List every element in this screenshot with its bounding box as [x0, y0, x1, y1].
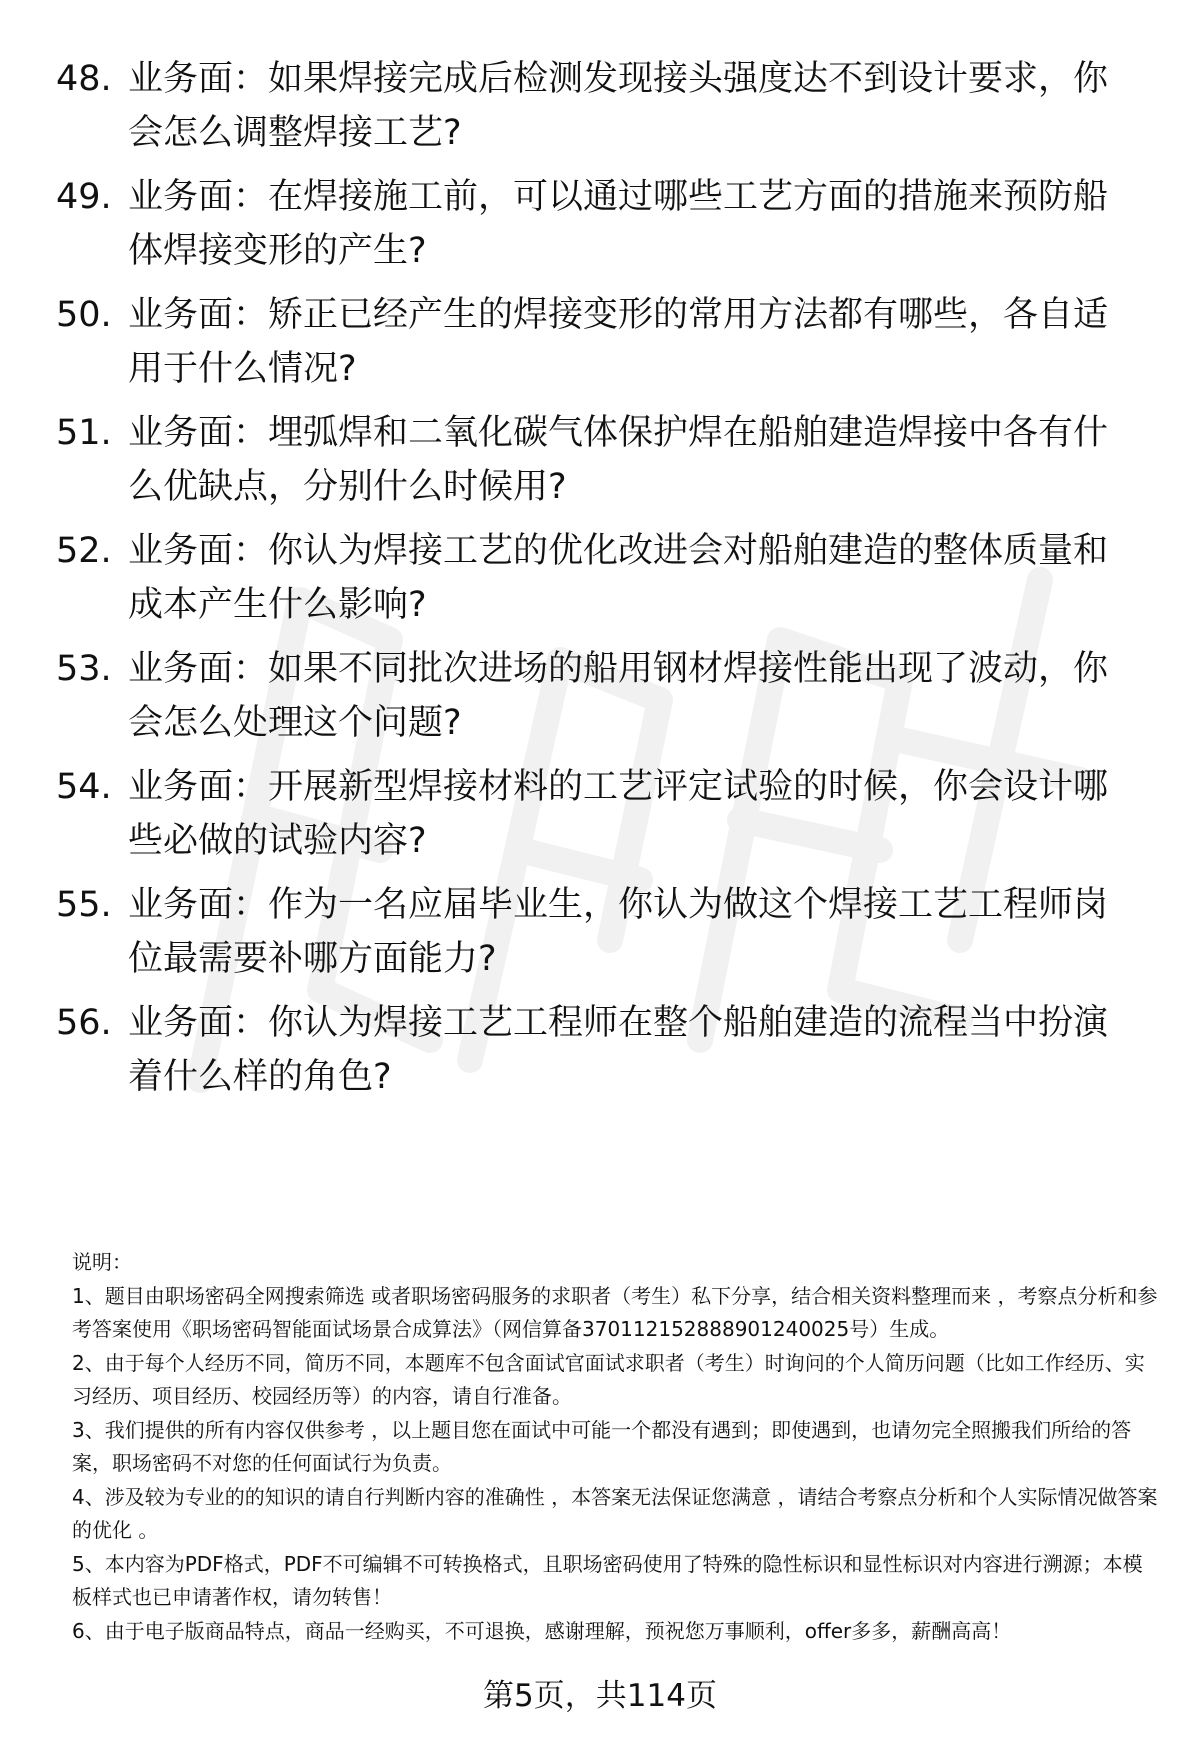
- question-number: 49.: [56, 177, 112, 217]
- question-item-49: [0, 170, 1200, 280]
- note-item-6: 6、由于电子版商品特点，商品一经购买，不可退换，感谢理解，预祝您万事顺利，offer多多，薪酬高高！: [72, 1618, 1012, 1643]
- question-text: 业务面：作为一名应届毕业生，你认为做这个焊接工艺工程师岗位最需要补哪方面能力?: [128, 885, 1109, 979]
- question-item-51: [0, 406, 1200, 516]
- question-number: 52.: [56, 531, 112, 571]
- question-text: 业务面：埋弧焊和二氧化碳气体保护焊在船舶建造焊接中各有什么优缺点，分别什么时候用?: [128, 413, 1109, 507]
- question-text: 业务面：在焊接施工前，可以通过哪些工艺方面的措施来预防船体焊接变形的产生?: [128, 177, 1109, 271]
- question-text: 业务面：开展新型焊接材料的工艺评定试验的时候，你会设计哪些必做的试验内容?: [128, 767, 1109, 861]
- note-item-5: 5、本内容为PDF格式，PDF不可编辑不可转换格式，且职场密码使用了特殊的隐性标识和显性标识对内容进行溯源；本模板样式也已申请著作权，请勿转售！: [72, 1551, 1143, 1609]
- question-number: 51.: [56, 413, 112, 453]
- question-number: 54.: [56, 767, 112, 807]
- page-number-label: 第5页，共114页: [483, 1678, 717, 1714]
- question-number: 48.: [56, 59, 112, 99]
- question-number: 50.: [56, 295, 112, 335]
- note-item-2: 2、由于每个人经历不同，简历不同，本题库不包含面试官面试求职者（考生）时询问的个人简历问题（比如工作经历、实习经历、项目经历、校园经历等）的内容，请自行准备。: [72, 1350, 1145, 1408]
- question-number: 53.: [56, 649, 112, 689]
- question-text: 业务面：你认为焊接工艺工程师在整个船舶建造的流程当中扮演着什么样的角色?: [128, 1003, 1109, 1097]
- page-footer: [0, 1674, 1200, 1718]
- question-text: 业务面：如果焊接完成后检测发现接头强度达不到设计要求，你会怎么调整焊接工艺?: [128, 59, 1109, 153]
- question-text: 业务面：矫正已经产生的焊接变形的常用方法都有哪些，各自适用于什么情况?: [128, 295, 1109, 389]
- notes-title: 说明：: [72, 1250, 132, 1274]
- question-item-56: [0, 996, 1200, 1106]
- question-item-53: [0, 642, 1200, 752]
- question-item-50: [0, 288, 1200, 398]
- question-item-48: [0, 52, 1200, 162]
- question-item-52: [0, 524, 1200, 634]
- question-item-54: [0, 760, 1200, 870]
- note-item-1: 1、题目由职场密码全网搜索筛选 或者职场密码服务的求职者（考生）私下分享，结合相关资料整理而来 ，考察点分析和参考答案使用《职场密码智能面试场景合成算法》（网信算备370112152888901240025号）生成。: [72, 1283, 1158, 1341]
- question-text: 业务面：如果不同批次进场的船用钢材焊接性能出现了波动，你会怎么处理这个问题?: [128, 649, 1109, 743]
- question-number: 56.: [56, 1003, 112, 1043]
- question-number: 55.: [56, 885, 112, 925]
- note-item-3: 3、我们提供的所有内容仅供参考 ，以上题目您在面试中可能一个都没有遇到；即使遇到，也请勿完全照搬我们所给的答案，职场密码不对您的任何面试行为负责。: [72, 1417, 1132, 1475]
- question-item-55: [0, 878, 1200, 988]
- note-item-4: 4、涉及较为专业的的知识的请自行判断内容的准确性 ，本答案无法保证您满意 ，请结合考察点分析和个人实际情况做答案的优化 。: [72, 1484, 1158, 1542]
- notes-section: [72, 1246, 1162, 1648]
- question-text: 业务面：你认为焊接工艺的优化改进会对船舶建造的整体质量和成本产生什么影响?: [128, 531, 1109, 625]
